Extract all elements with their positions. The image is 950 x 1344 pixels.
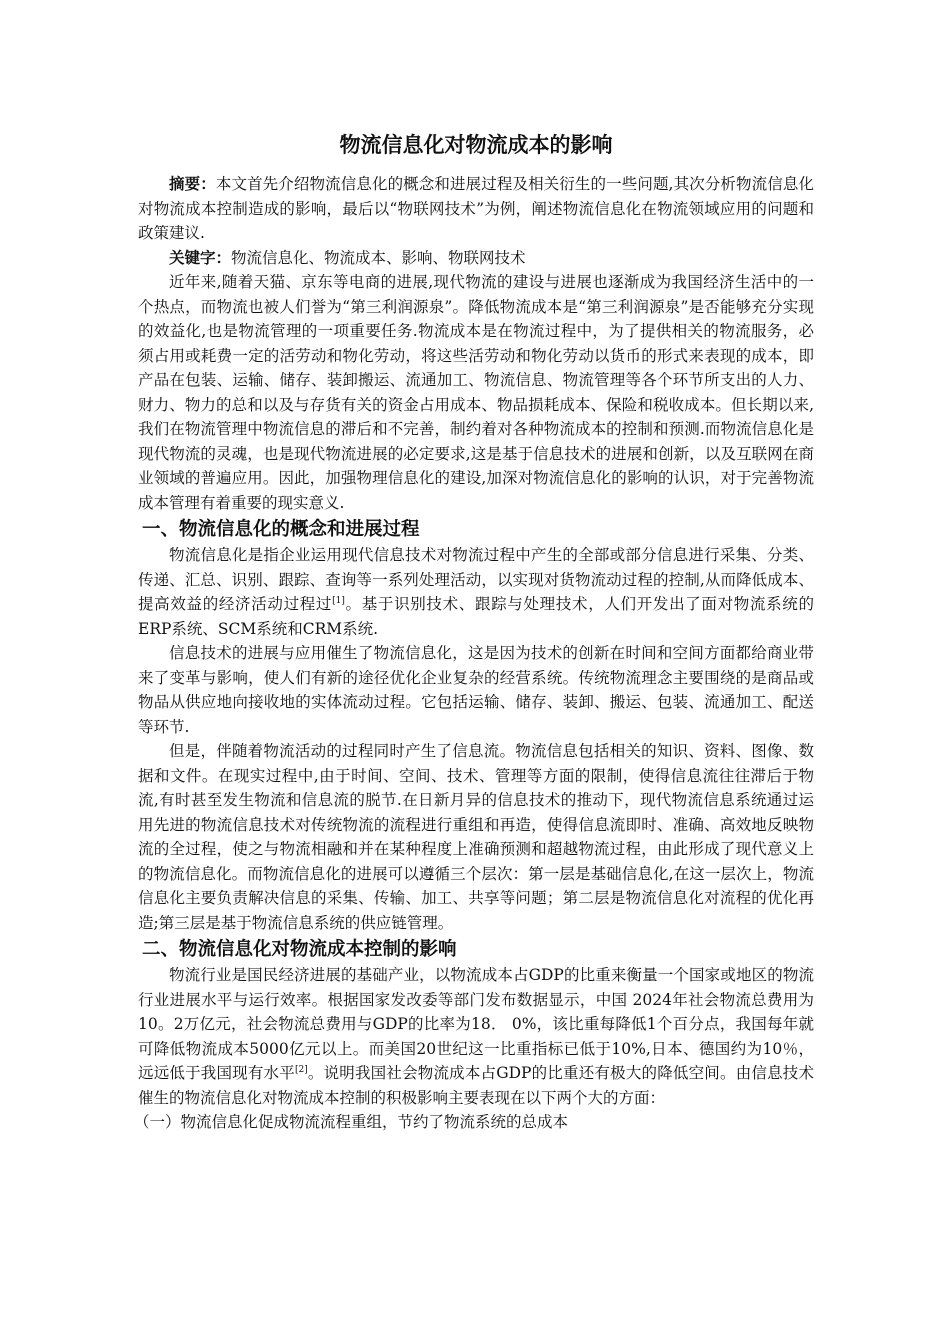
abstract-label: 摘要： bbox=[169, 175, 216, 193]
keywords-text: 物流信息化、物流成本、影响、物联网技术 bbox=[231, 248, 526, 267]
section-1-heading: 一、物流信息化的概念和进展过程 bbox=[142, 519, 420, 540]
document-page bbox=[134, 130, 814, 1135]
abstract-text: 本文首先介绍物流信息化的概念和进展过程及相关衍生的一些问题,其次分析物流信息化对物流成本控制造成的影响，最后以“物联网技术”为例，阐述物流信息化在物流领域应用的问题和政策建议. bbox=[138, 175, 814, 242]
section-1-p1-text-after: 。基于识别技术、跟踪与处理技术，人们开发出了面对物流系统的ERP系统、SCM系统和CRM系统. bbox=[138, 595, 814, 638]
keywords-paragraph bbox=[138, 246, 814, 271]
intro-paragraph: 近年来,随着天猫、京东等电商的进展,现代物流的建设与进展也逐渐成为我国经济生活中的一个热点，而物流也被人们誉为“第三利润源泉”。降低物流成本是“第三利润源泉”是否能够充分实现的效益化,也是物流管理的一项重要任务.物流成本是在物流过程中，为了提供相关的物流服务，必须占用或耗费一定的活劳动和物化劳动，将这些活劳动和物化劳动以货币的形式来表现的成本，即产品在包装、运输、储存、装卸搬运、流通加工、物流信息、物流管理等各个环节所支出的人力、财力、物力的总和以及与存货有关的资金占用成本、物品损耗成本、保险和税收成本。但长期以来,我们在物流管理中物流信息的滞后和不完善，制约着对各种物流成本的控制和预测.而物流信息化是现代物流的灵魂，也是现代物流进展的必定要求,这是基于信息技术的进展和创新，以及互联网在商业领域的普遍应用。因此，加强物理信息化的建设,加深对物流信息化的影响的认识，对于完善物流成本管理有着重要的现实意义. bbox=[138, 273, 814, 512]
section-1-paragraph-3: 但是，伴随着物流活动的过程同时产生了信息流。物流信息包括相关的知识、资料、图像、数据和文件。在现实过程中,由于时间、空间、技术、管理等方面的限制，使得信息流往往滞后于物流,有时甚至发生物流和信息流的脱节.在日新月异的信息技术的推动下，现代物流信息系统通过运用先进的物流信息技术对传统物流的流程进行重组和再造，使得信息流即时、准确、高效地反映物流的全过程，使之与物流相融和并在某种程度上准确预测和超越物流过程，由此形成了现代意义上的物流信息化。而物流信息化的进展可以遵循三个层次：第一层是基础信息化,在这一层次上，物流信息化主要负责解决信息的采集、传输、加工、共享等问题；第二层是物流信息化对流程的优化再造;第三层是基于物流信息系统的供应链管理。 bbox=[138, 742, 814, 932]
keywords-label: 关键字： bbox=[169, 248, 232, 267]
section-1-paragraph-1 bbox=[138, 543, 814, 641]
section-2-p1-text: 物流行业是国民经济进展的基础产业，以物流成本占GDP的比重来衡量一个国家或地区的物流行业进展水平与运行效率。根据国家发改委等部门发布数据显示，中国 2024年社会物流总费用为10。2万亿元，社会物流总费用与GDP的比率为18． 0%，该比重每降低1个百分点，我国每年就可降低物流成本5000亿元以上。而美国20世纪这一比重指标已低于10%,日本、德国约为10％，远远低于我国现有水平 bbox=[138, 966, 814, 1082]
page-title: 物流信息化对物流成本的影响 bbox=[339, 133, 613, 157]
section-2-p1-text-after: 。说明我国社会物流成本占GDP的比重还有极大的降低空间。由信息技术催生的物流信息化对物流成本控制的积极影响主要表现在以下两个大的方面： bbox=[138, 1064, 814, 1107]
section-1-paragraph-2: 信息技术的进展与应用催生了物流信息化，这是因为技术的创新在时间和空间方面都给商业带来了变革与影响，使人们有新的途径优化企业复杂的经营系统。传统物流理念主要围绕的是商品或物品从供应地向接收地的实体流动过程。它包括运输、储存、装卸、搬运、包装、流通加工、配送等环节. bbox=[138, 644, 814, 736]
subsection-1-heading: （一）物流信息化促成物流流程重组，节约了物流系统的总成本 bbox=[134, 1113, 569, 1131]
section-2-paragraph-1 bbox=[138, 963, 814, 1110]
abstract-paragraph bbox=[138, 172, 814, 246]
citation-2: [2] bbox=[294, 1065, 308, 1075]
section-1-p1-text: 物流信息化是指企业运用现代信息技术对物流过程中产生的全部或部分信息进行采集、分类、传递、汇总、识别、跟踪、查询等一系列处理活动，以实现对货物流动过程的控制,从而降低成本、提高效益的经济活动过程过 bbox=[138, 546, 814, 613]
section-2-heading: 二、物流信息化对物流成本控制的影响 bbox=[142, 939, 457, 960]
citation-1: [1] bbox=[332, 596, 345, 606]
